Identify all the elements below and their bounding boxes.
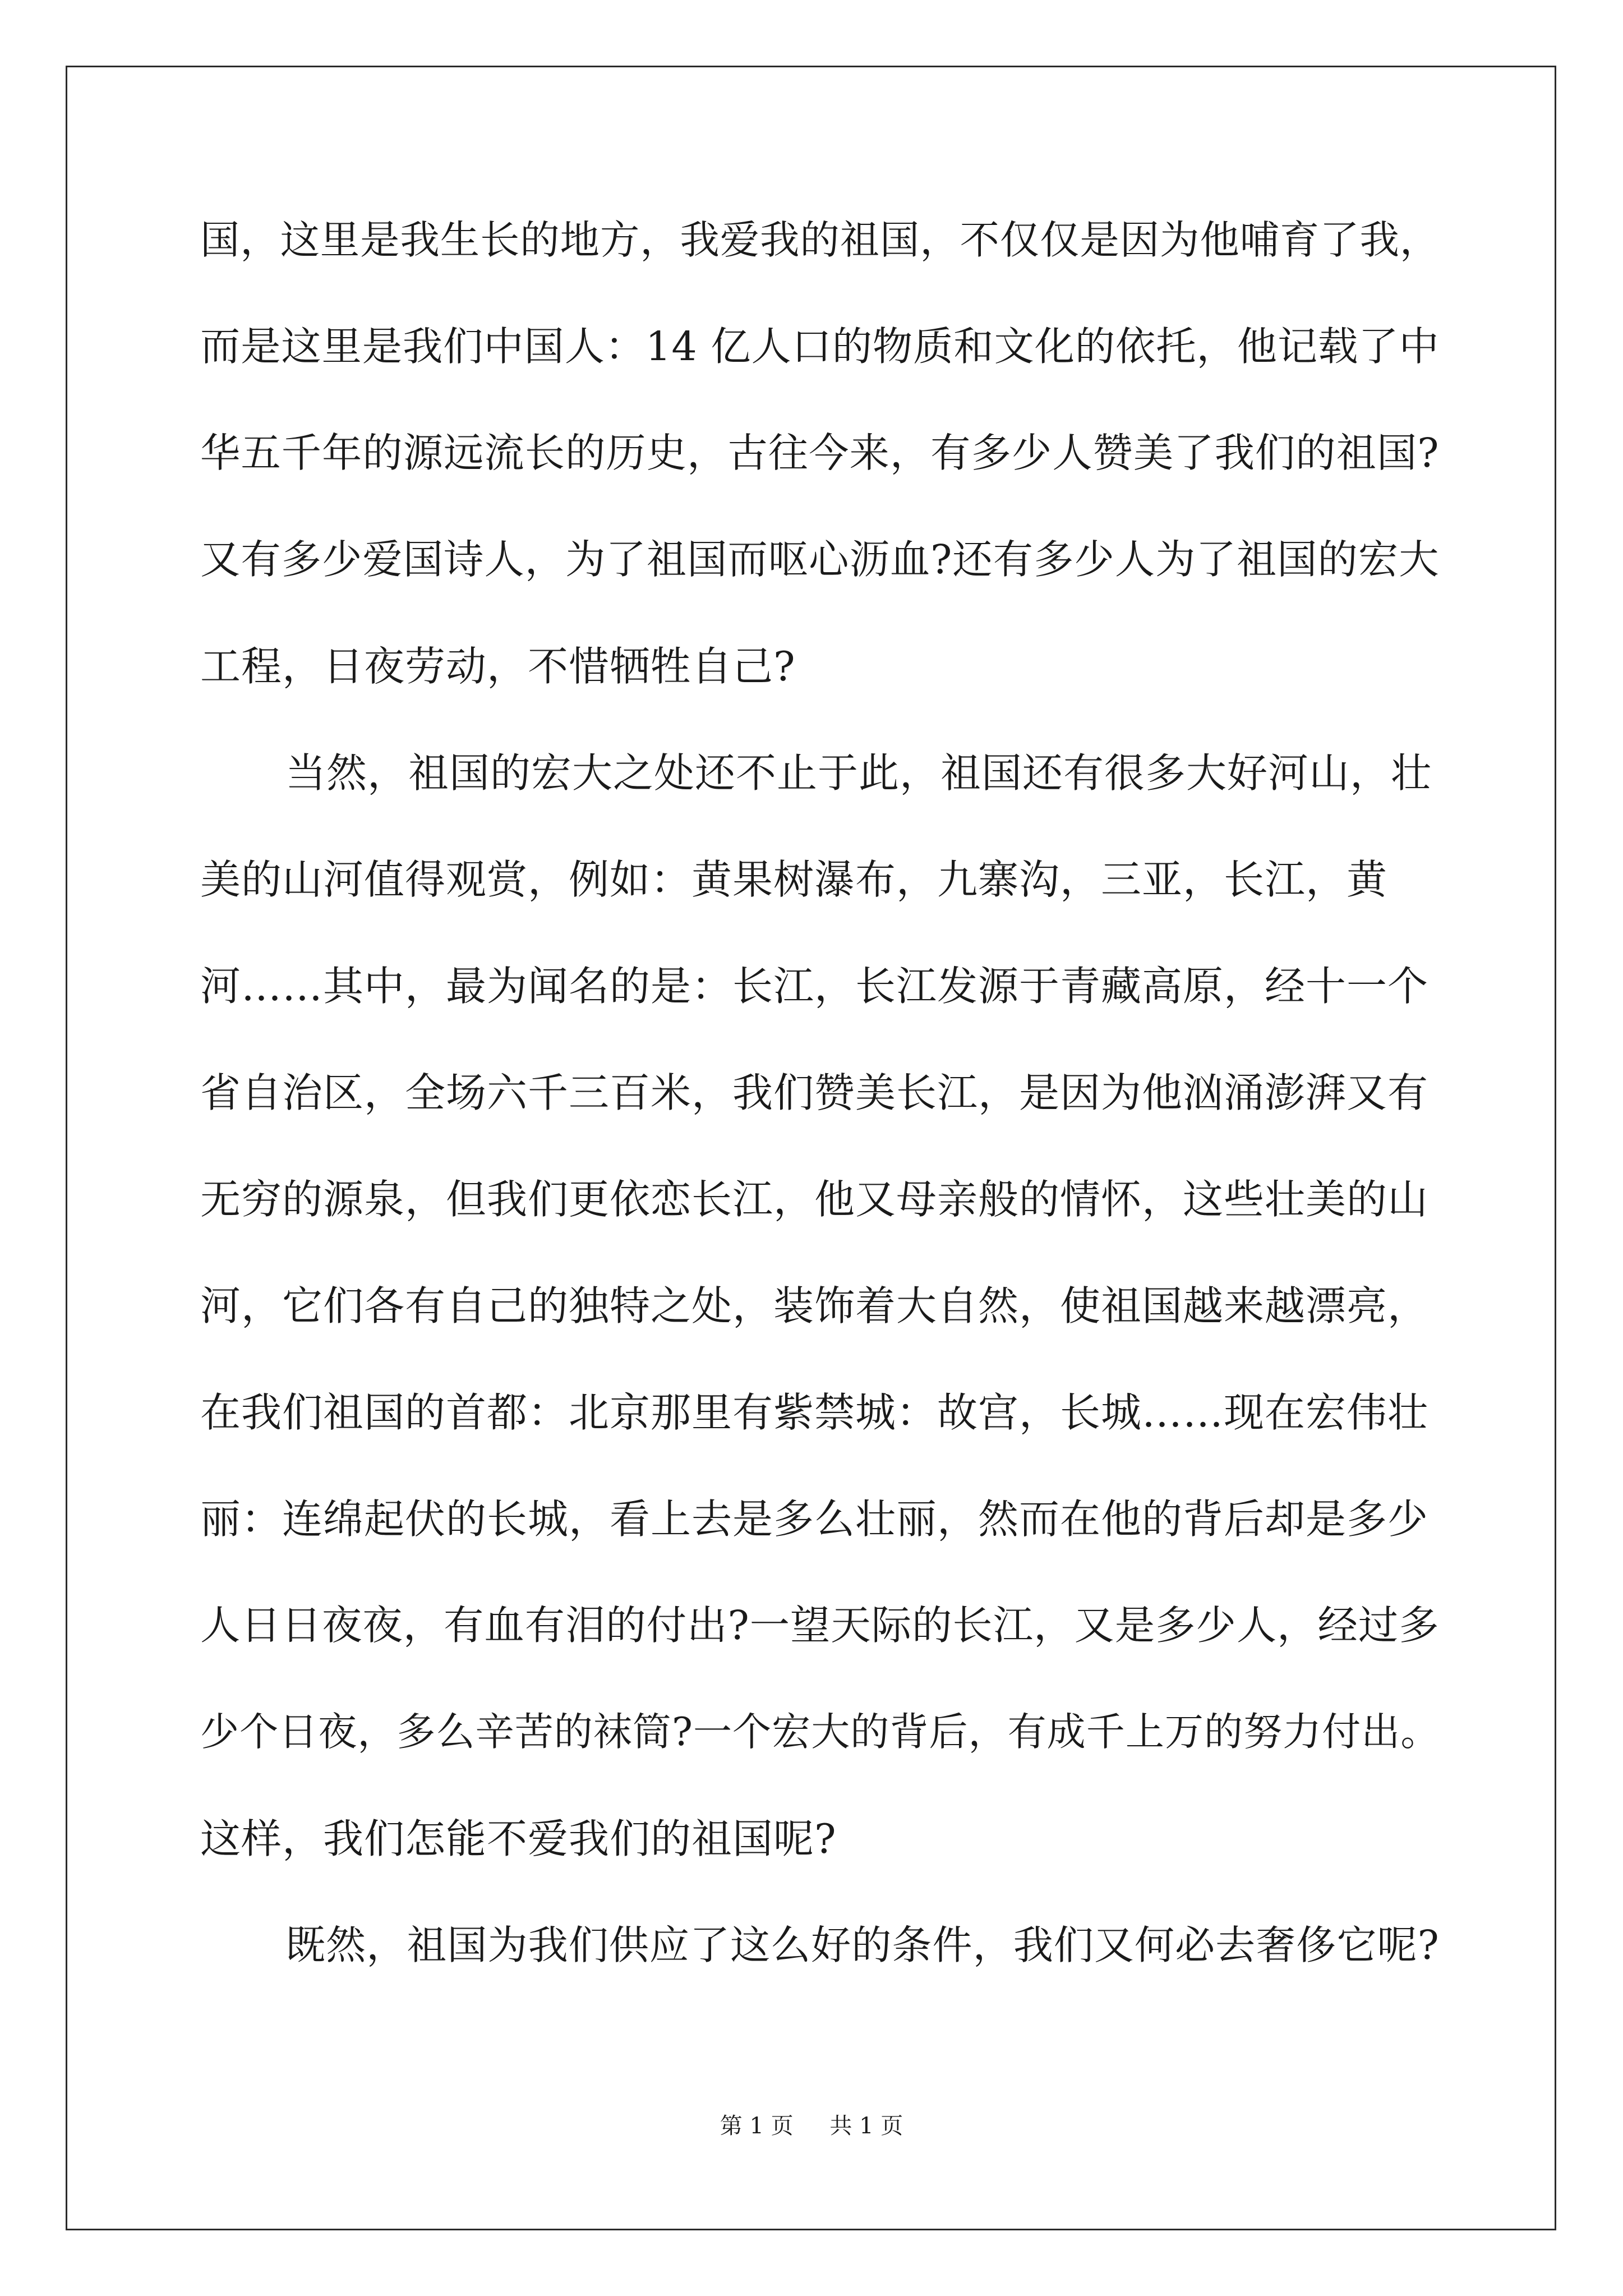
document-body	[200, 209, 1440, 2021]
page-number-total: 共 1 页	[829, 2113, 903, 2139]
text-line: 而是这里是我们中国人：14 亿人口的物质和文化的依托，他记载了中	[200, 323, 1440, 370]
text-line: 河……其中，最为闻名的是：长江，长江发源于青藏高原，经十一个	[200, 963, 1429, 1010]
text-line: 华五千年的源远流长的历史，古往今来，有多少人赞美了我们的祖国?	[200, 430, 1440, 476]
text-line: 国，这里是我生长的地方，我爱我的祖国，不仅仅是因为他哺育了我，	[200, 217, 1440, 263]
text-line: 丽：连绵起伏的长城，看上去是多么壮丽，然而在他的背后却是多少	[200, 1496, 1429, 1543]
page-footer	[0, 2112, 1623, 2140]
text-line: 既然，祖国为我们供应了这么好的条件，我们又何必去奢侈它呢?	[285, 1922, 1440, 1968]
text-line: 又有多少爱国诗人，为了祖国而呕心沥血?还有多少人为了祖国的宏大	[200, 536, 1440, 583]
text-line: 人日日夜夜，有血有泪的付出?一望天际的长江，又是多少人，经过多	[200, 1602, 1440, 1649]
text-line: 在我们祖国的首都：北京那里有紫禁城：故宫，长城……现在宏伟壮	[200, 1389, 1429, 1436]
text-line: 这样，我们怎能不爱我们的祖国呢?	[200, 1815, 837, 1862]
text-line: 当然，祖国的宏大之处还不止于此，祖国还有很多大好河山，壮	[285, 749, 1432, 797]
text-line: 工程，日夜劳动，不惜牺牲自己?	[200, 643, 796, 690]
text-line: 省自治区，全场六千三百米，我们赞美长江，是因为他汹涌澎湃又有	[200, 1069, 1429, 1116]
text-line: 无穷的源泉，但我们更依恋长江，他又母亲般的情怀，这些壮美的山	[200, 1176, 1429, 1223]
page-number-current: 第 1 页	[720, 2113, 794, 2139]
text-line: 美的山河值得观赏，例如：黄果树瀑布，九寨沟，三亚，长江，黄	[200, 856, 1388, 903]
text-line: 少个日夜，多么辛苦的袜筒?一个宏大的背后，有成千上万的努力付出。	[200, 1710, 1440, 1755]
text-line: 河，它们各有自己的独特之处，装饰着大自然，使祖国越来越漂亮，	[200, 1282, 1429, 1329]
